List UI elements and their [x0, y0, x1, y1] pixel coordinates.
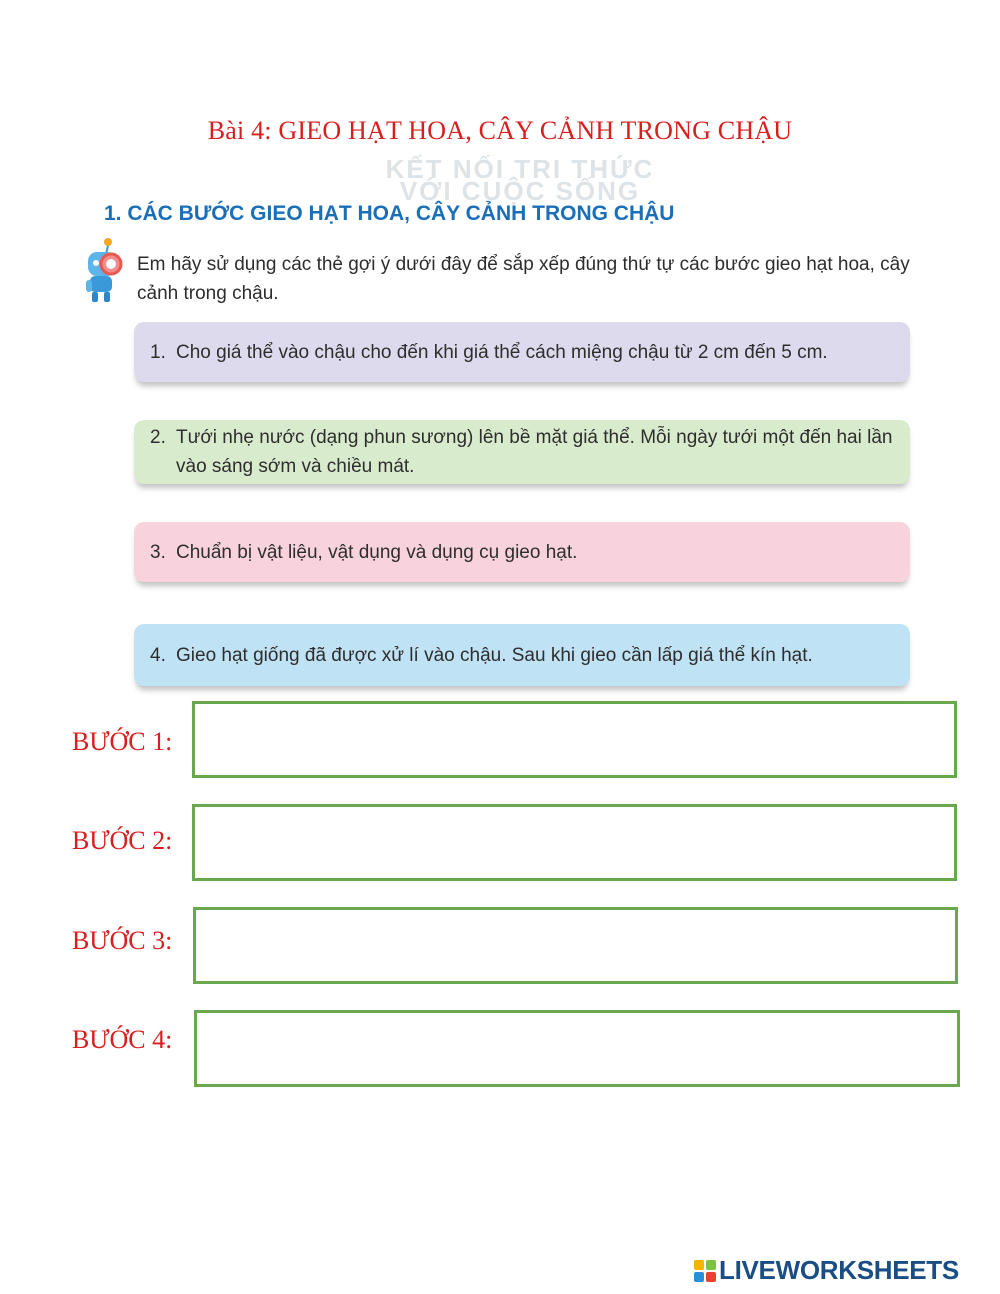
card-number: 4.: [150, 644, 166, 666]
logo-text: LIVEWORKSHEETS: [719, 1255, 959, 1285]
worksheet-title: Bài 4: GIEO HẠT HOA, CÂY CẢNH TRONG CHẬU: [207, 116, 793, 145]
step-4-label: BƯỚC 4:: [72, 1025, 173, 1054]
logo-square: [694, 1272, 704, 1282]
step-card-2[interactable]: [134, 420, 910, 484]
step-2-answer-box[interactable]: [192, 804, 957, 881]
logo-square: [706, 1260, 716, 1270]
logo-mark-icon: [694, 1260, 716, 1282]
logo-square: [706, 1272, 716, 1282]
watermark-line-1: KẾT NỐI TRI THỨC: [385, 154, 655, 184]
robot-mascot-icon: [78, 236, 130, 306]
card-text: Tưới nhẹ nước (dạng phun sương) lên bề mặt giá thể. Mỗi ngày tưới một đến hai lần vào sáng sớm và chiều mát.: [176, 427, 893, 477]
card-text: Chuẩn bị vật liệu, vật dụng và dụng cụ gieo hạt.: [176, 541, 578, 563]
card-text: Gieo hạt giống đã được xử lí vào chậu. Sau khi gieo cần lấp giá thể kín hạt.: [176, 644, 813, 666]
card-text: Cho giá thể vào chậu cho đến khi giá thể cách miệng chậu từ 2 cm đến 5 cm.: [176, 341, 828, 363]
step-card-1[interactable]: [134, 322, 910, 382]
step-card-4[interactable]: [134, 624, 910, 686]
step-3-answer-box[interactable]: [193, 907, 958, 984]
step-1-answer-box[interactable]: [192, 701, 957, 778]
step-card-3[interactable]: [134, 522, 910, 582]
section-heading: 1. CÁC BƯỚC GIEO HẠT HOA, CÂY CẢNH TRONG CHẬU: [104, 202, 675, 225]
step-4-answer-box[interactable]: [194, 1010, 960, 1087]
step-2-label: BƯỚC 2:: [72, 826, 173, 855]
card-number: 3.: [150, 541, 166, 563]
card-number: 1.: [150, 341, 166, 363]
liveworksheets-logo: [694, 1255, 959, 1286]
step-3-label: BƯỚC 3:: [72, 926, 173, 955]
publisher-watermark: [370, 154, 670, 206]
watermark-line-2: VỚI CUỘC SỐNG: [399, 176, 641, 206]
instruction-text: Em hãy sử dụng các thẻ gợi ý dưới đây để sắp xếp đúng thứ tự các bước gieo hạt hoa, cây cảnh trong chậu.: [137, 254, 910, 304]
step-1-label: BƯỚC 1:: [72, 727, 173, 756]
card-number: 2.: [150, 427, 166, 448]
logo-square: [694, 1260, 704, 1270]
